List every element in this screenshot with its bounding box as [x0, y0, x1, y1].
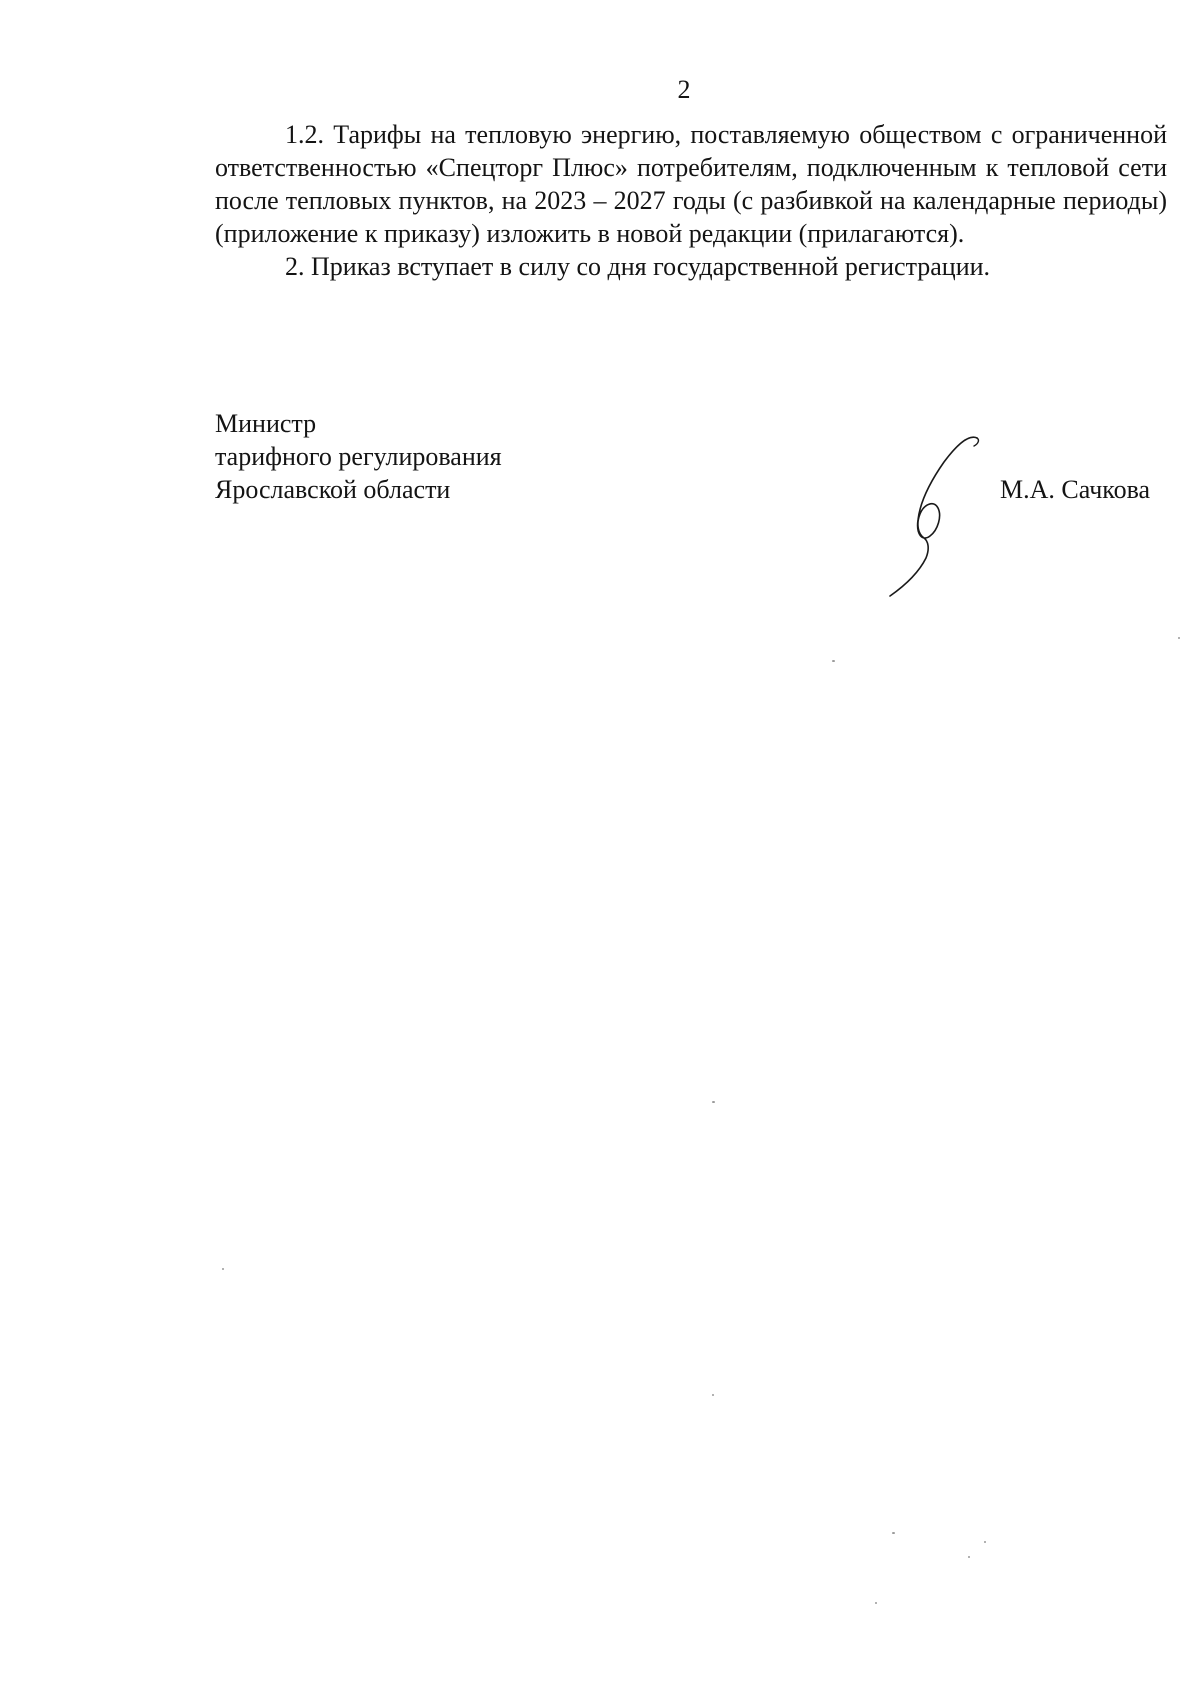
scan-speck: [222, 1268, 224, 1270]
scan-speck: [968, 1556, 970, 1558]
handwritten-signature-icon: [870, 428, 1000, 598]
signature-position: [215, 407, 745, 506]
document-body: [215, 118, 1167, 283]
signer-title-line-2: тарифного регулирования: [215, 442, 502, 471]
scan-speck: [712, 1101, 715, 1103]
scan-speck: [875, 1602, 877, 1604]
scan-speck: [984, 1541, 986, 1543]
signer-title-line-1: Министр: [215, 409, 317, 438]
paragraph-2: 2. Приказ вступает в силу со дня государственной регистрации.: [285, 252, 991, 281]
scan-speck: [712, 1394, 714, 1396]
page-number: 2: [677, 75, 691, 104]
scan-speck: [832, 660, 835, 662]
signer-name: М.А. Сачкова: [1000, 475, 1151, 504]
signer-title-line-3: Ярославской области: [215, 475, 451, 504]
scan-speck: [892, 1532, 895, 1534]
scan-speck: [1178, 637, 1180, 639]
paragraph-1-2: 1.2. Тарифы на тепловую энергию, поставляемую обществом с ограниченной ответственностью «Спецторг Плюс» потребителям, подключенным к тепловой сети после тепловых пунктов, на 2023 – 2027 годы (с разбивкой на календарные периоды) (приложение к приказу) изложить в новой редакции (прилагаются).: [215, 120, 1167, 248]
